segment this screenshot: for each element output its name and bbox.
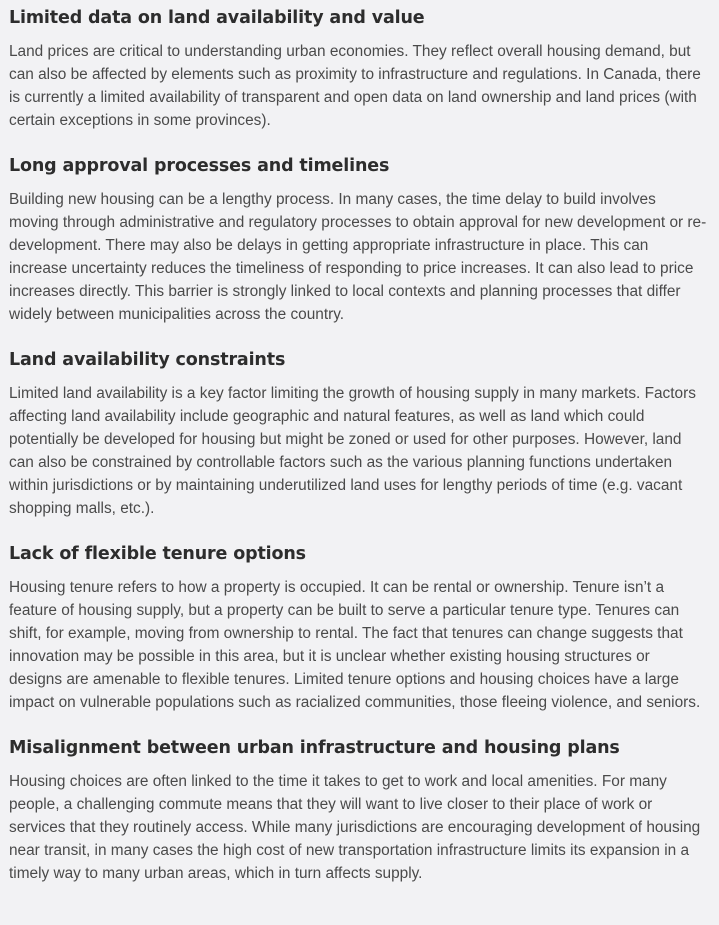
section-body: Limited land availability is a key factor limiting the growth of housing supply in many markets. Factors affecting land availability include geographic and natural features, as well as land which could potentially be developed for housing but might be zoned or used for other purposes. However, land can also be constrained by controllable factors such as the various planning functions undertaken within jurisdictions or by maintaining underutilized land uses for lengthy periods of time (e.g. vacant shopping malls, etc.).: [9, 385, 696, 517]
section-limited-data: [9, 7, 707, 132]
section-title: Land availability constraints: [9, 350, 286, 370]
section-title: Limited data on land availability and value: [9, 8, 425, 28]
section-title: Lack of flexible tenure options: [9, 544, 306, 564]
section-infrastructure-misalignment: [9, 737, 707, 885]
section-body: Land prices are critical to understanding urban economies. They reflect overall housing demand, but can also be affected by elements such as proximity to infrastructure and regulations. In Canada, there is currently a limited availability of transparent and open data on land ownership and land prices (with certain exceptions in some provinces).: [9, 43, 701, 129]
section-body: Building new housing can be a lengthy process. In many cases, the time delay to build involves moving through administrative and regulatory processes to obtain approval for new development or re-development. There may also be delays in getting appropriate infrastructure in place. This can increase uncertainty reduces the timeliness of responding to price increases. It can also lead to price increases directly. This barrier is strongly linked to local contexts and planning processes that differ widely between municipalities across the country.: [9, 191, 707, 323]
section-body: Housing tenure refers to how a property is occupied. It can be rental or ownership. Tenure isn’t a feature of housing supply, but a property can be built to serve a particular tenure type. Tenures can shift, for example, moving from ownership to rental. The fact that tenures can change suggests that innovation may be possible in this area, but it is unclear whether existing housing structures or designs are amenable to flexible tenures. Limited tenure options and housing choices have a large impact on vulnerable populations such as racialized communities, those fleeing violence, and seniors.: [9, 579, 701, 711]
section-title: Long approval processes and timelines: [9, 156, 390, 176]
section-flexible-tenure: [9, 543, 707, 714]
section-land-constraints: [9, 349, 707, 520]
section-body: Housing choices are often linked to the time it takes to get to work and local amenities. For many people, a challenging commute means that they will want to live closer to their place of work or services that they routinely access. While many jurisdictions are encouraging development of housing near transit, in many cases the high cost of new transportation infrastructure limits its expansion in a timely way to many urban areas, which in turn affects supply.: [9, 773, 701, 882]
section-long-approval: [9, 155, 707, 326]
section-title: Misalignment between urban infrastructure and housing plans: [9, 738, 620, 758]
